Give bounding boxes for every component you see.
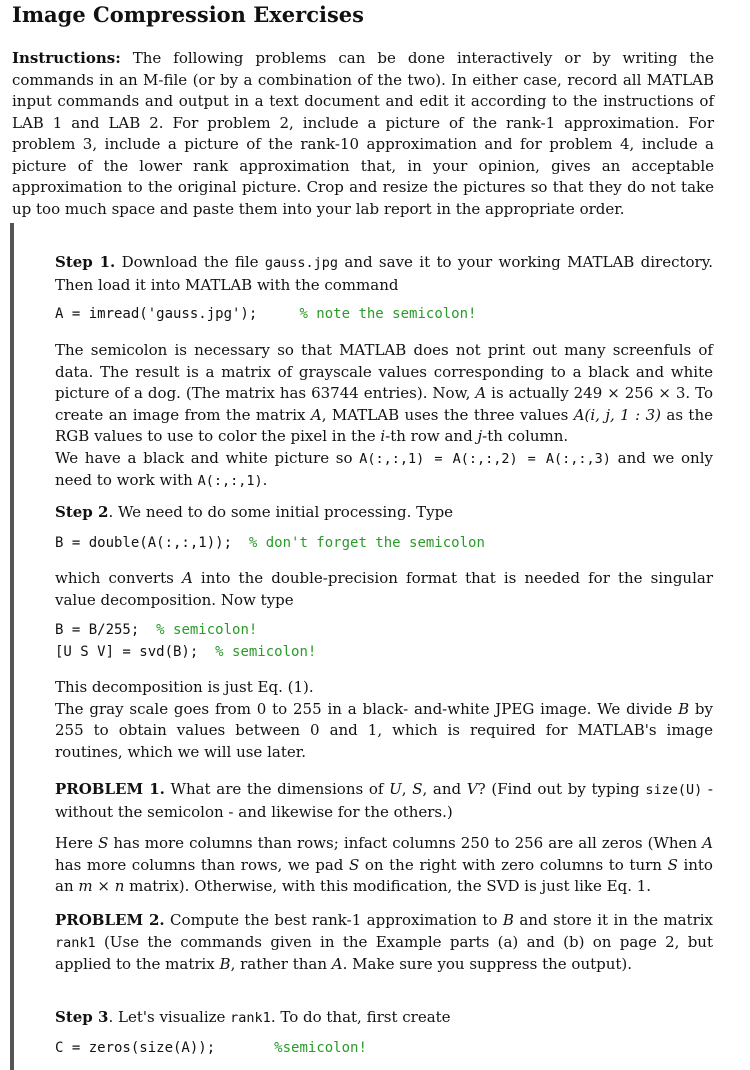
step2-code2-line: B = B/255; (55, 622, 140, 638)
problem2-text-c: (Use the commands given in the Example parts (a) and (b) on page 2, but applied to the matrix (55, 932, 713, 973)
step3-code-inline: rank1 (230, 1010, 271, 1026)
step2-para1-a: which converts (55, 569, 182, 587)
step3-code-line: C = zeros(size(A)); (55, 1040, 216, 1056)
left-margin-bar (10, 223, 14, 1070)
problem1-var-s2: S (98, 834, 109, 852)
step2-code2 (55, 619, 316, 663)
problem1-var-s: S (412, 780, 423, 798)
step2-var-a: A (181, 569, 193, 587)
step1-para1-a: The semicolon is necessary so that MATLAB does not print out many screenfuls of data. The result is a matrix of grayscale values corresponding to a black and white picture of a dog. (The matrix has 63744 entries). Now, (55, 341, 713, 402)
problem1-sep1: , (401, 780, 413, 798)
problem2-statement (55, 910, 713, 976)
step1-expr: A(i, j, 1 : 3) (573, 405, 661, 424)
problem1-text-c: - without the semicolon - and likewise for the others.) (55, 780, 713, 821)
step1-para1-f: -th column. (482, 427, 569, 445)
problem2-text-d: , rather than (230, 955, 332, 973)
step3-intro (55, 1007, 713, 1030)
step2-para3-b: by 255 to obtain values between 0 and 1, which is required for MATLAB's image routines, which we will use later. (55, 699, 713, 761)
step3-text-b: . To do that, first create (270, 1008, 451, 1026)
problem1-para-a: Here (55, 834, 99, 852)
instructions-paragraph (12, 48, 714, 220)
step1-intro (55, 252, 713, 296)
problem1-para-c: has more columns than rows, we pad (55, 855, 349, 874)
step1-para1 (55, 340, 713, 493)
problem2-text-e: . Make sure you suppress the output). (342, 955, 633, 973)
step1-para1-c: , MATLAB uses the three values (321, 405, 574, 424)
problem1-var-u: U (389, 780, 402, 798)
step1-var-j: j (477, 427, 483, 445)
problem1-label: PROBLEM 1. (55, 780, 165, 798)
problem2-code: rank1 (55, 934, 96, 951)
step1-text-b: and save it to your working MATLAB directory. Then load it into MATLAB with the command (55, 253, 713, 294)
problem2-var-b: B (502, 911, 514, 929)
step2-text: . We need to do some initial processing. Type (108, 503, 454, 521)
problem2-label: PROBLEM 2. (55, 911, 165, 929)
problem1-text-a: What are the dimensions of (164, 780, 390, 798)
step1-code-line: A = imread('gauss.jpg'); (55, 306, 258, 322)
problem1-para-b: has more columns than rows; infact columns 250 to 256 are all zeros (When (108, 834, 703, 852)
problem1-var-v: V (466, 780, 478, 798)
step2-label: Step 2 (55, 503, 109, 521)
step1-filename: gauss.jpg (264, 255, 339, 271)
step1-code-comment: % note the semicolon! (299, 306, 477, 322)
step3-code (55, 1037, 367, 1059)
step2-code3-comment: % semicolon! (215, 644, 317, 660)
step2-code1-comment: % don't forget the semicolon (248, 535, 485, 551)
instructions-text: The following problems can be done interactively or by writing the commands in an M-file (or by a combination of the two). In either case, record all MATLAB input commands and output in a text document and edit it according to the instructions of LAB 1 and LAB 2. For problem 2, include a picture of the rank-1 approximation. For problem 3, include a picture of the rank-10 approximation and for problem 4, include a picture of the lower rank approximation that, in your opinion, gives an acceptable approximation to the original picture. Crop and resize the pictures so that they do not take up too much space and paste them into your lab report in the appropriate order. (12, 49, 714, 218)
problem1-explanation (55, 833, 713, 898)
step1-para2-b: and we only need to work with (55, 448, 713, 489)
step1-para1-b: is actually 249 × 256 × 3. To create an image from the matrix (55, 384, 713, 424)
problem1-mn: m × n (78, 877, 125, 895)
problem2-var-b2: B (219, 955, 231, 973)
step1-var-a: A (475, 384, 487, 402)
problem1-code: size(U) (645, 782, 703, 798)
page-title: Image Compression Exercises (12, 2, 364, 27)
step1-para1-d: as the RGB values to use to color the pixel in the (55, 405, 713, 445)
step2-code3-line: [U S V] = svd(B); (55, 644, 199, 660)
problem1-var-s4: S (667, 855, 678, 874)
step1-para1-e: -th row and (385, 427, 478, 445)
step2-var-b: B (678, 699, 690, 718)
problem1-var-s3: S (348, 855, 360, 874)
step1-para2-a: We have a black and white picture so (55, 448, 360, 467)
step3-text-a: . Let's visualize (108, 1008, 231, 1026)
problem1-para-f: matrix). Otherwise, with this modification, the SVD is just like Eq. 1. (124, 877, 652, 895)
problem2-var-a: A (331, 955, 343, 973)
instructions-label: Instructions: (12, 49, 121, 67)
step1-code (55, 303, 476, 325)
step1-para2-code: A(:,:,1) = A(:,:,2) = A(:,:,3) (359, 450, 611, 467)
step2-intro (55, 502, 713, 524)
problem2-text-a: Compute the best rank-1 approximation to (164, 911, 503, 929)
problem1-var-a: A (702, 834, 713, 852)
step1-var-a2: A (310, 405, 322, 424)
problem1-text-b: ? (Find out by typing (477, 780, 646, 798)
step2-para2-text: This decomposition is just Eq. (1). (55, 678, 314, 696)
step1-text-a: Download the file (115, 253, 265, 271)
problem1-para-e: into an (55, 855, 713, 895)
step2-para2 (55, 677, 713, 763)
step2-para3-a: The gray scale goes from 0 to 255 in a black- and-white JPEG image. We divide (55, 699, 679, 718)
step1-para2-c: . (262, 471, 268, 489)
step1-label: Step 1. (55, 253, 116, 271)
problem1-statement (55, 779, 713, 823)
step2-code1 (55, 532, 485, 554)
problem2-text-b: and store it in the matrix (513, 911, 713, 929)
step2-para1 (55, 568, 713, 611)
step1-para2-code2: A(:,:,1) (197, 473, 263, 489)
step3-code-comment: %semicolon! (274, 1040, 367, 1056)
problem1-sep2: , and (422, 780, 467, 798)
step2-para1-b: into the double-precision format that is needed for the singular value decomposition. Now type (55, 569, 714, 609)
step3-label: Step 3 (55, 1008, 109, 1026)
step2-code1-line: B = double(A(:,:,1)); (55, 535, 233, 551)
step1-var-i: i (380, 427, 386, 445)
problem1-para-d: on the right with zero columns to turn (359, 855, 668, 874)
step2-code2-comment: % semicolon! (156, 622, 258, 638)
